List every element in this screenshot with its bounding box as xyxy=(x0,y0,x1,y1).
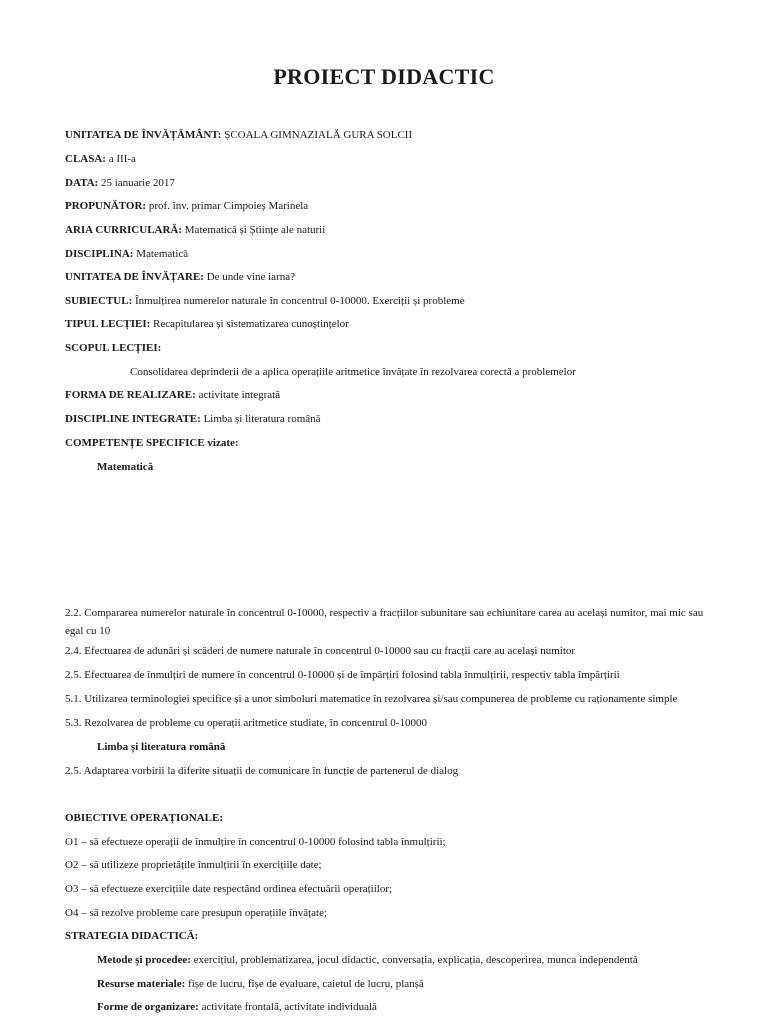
field-label: DISCIPLINE INTEGRATE: xyxy=(65,413,201,425)
field-value: fișe de lucru, fișe de evaluare, caietul de lucru, planșă xyxy=(188,978,424,990)
subheading-text: Limba și literatura română xyxy=(97,741,226,753)
obiectiv-item: O1 – să efectueze operații de înmulțire în concentrul 0-10000 folosind tabla înmulțirii; xyxy=(65,836,446,848)
document-title: PROIECT DIDACTIC xyxy=(273,64,495,89)
strategia-resurse xyxy=(97,977,424,991)
obiective-heading xyxy=(65,811,223,825)
field-scopul-lectiei xyxy=(65,341,161,355)
field-label: PROPUNĂTOR: xyxy=(65,200,147,212)
field-label: DATA: xyxy=(65,177,99,189)
strategia-metode xyxy=(97,953,638,967)
field-disciplina xyxy=(65,247,188,261)
strategia-forme xyxy=(97,1000,377,1014)
field-label: SCOPUL LECȚIEI: xyxy=(65,342,162,354)
field-value: activitate integrată xyxy=(198,389,281,401)
field-value: Matematică și Științe ale naturii xyxy=(184,224,326,236)
field-label: TIPUL LECȚIEI: xyxy=(65,318,151,330)
competenta-math-item: 5.1. Utilizarea terminologiei specifice și a unor simboluri matematice în rezolvarea și/sau compunerea de probleme cu raționamente simple xyxy=(65,693,678,705)
section-heading: OBIECTIVE OPERAȚIONALE: xyxy=(65,812,224,824)
field-value: activitate frontală, activitate individuală xyxy=(201,1001,377,1013)
field-label: CLASA: xyxy=(65,153,106,165)
subheading-text: Matematică xyxy=(97,461,154,473)
field-clasa xyxy=(65,152,136,166)
field-label: Resurse materiale: xyxy=(97,978,186,990)
obiectiv-item: O2 – să utilizeze proprietățile înmulțirii în exercițiile date; xyxy=(65,859,322,871)
math-subheading xyxy=(97,460,153,474)
field-propunator xyxy=(65,199,308,213)
competenta-math-item: 5.3. Rezolvarea de probleme cu operații aritmetice studiate, în concentrul 0-10000 xyxy=(65,717,427,729)
section-heading: COMPETENȚE SPECIFICE vizate: xyxy=(65,437,239,449)
obiectiv-item: O4 – să rezolve probleme care presupun operațiile învățate; xyxy=(65,907,328,919)
field-value: Matematică xyxy=(136,248,189,260)
field-label: Metode și procedee: xyxy=(97,954,191,966)
competenta-math-item: 2.2. Compararea numerelor naturale în concentrul 0-10000, respectiv a fracțiilor subunitare sau echiunitare carea au același numitor, mai mic sau egal cu 10 xyxy=(65,607,704,637)
field-tipul-lectiei xyxy=(65,317,349,331)
field-value: Recapitularea și sistematizarea cunoștințelor xyxy=(153,318,349,330)
field-label: UNITATEA DE ÎNVĂȚARE: xyxy=(65,271,204,283)
competenta-romana-item: 2.5. Adaptarea vorbirii la diferite situații de comunicare în funcție de partenerul de dialog xyxy=(65,765,459,777)
field-value: Înmulțirea numerelor naturale în concentrul 0-10000. Exerciții și probleme xyxy=(135,295,465,307)
competente-heading xyxy=(65,436,239,450)
field-value: ȘCOALA GIMNAZIALĂ GURA SOLCII xyxy=(224,129,413,141)
competenta-math-item: 2.4. Efectuarea de adunări și scăderi de numere naturale în concentrul 0-10000 sau cu fracții care au același numitor xyxy=(65,645,576,657)
field-label: UNITATEA DE ÎNVĂȚĂMÂNT: xyxy=(65,129,222,141)
field-value: a III-a xyxy=(108,153,136,165)
strategia-heading xyxy=(65,929,198,943)
field-value: exercițiul, problematizarea, jocul didactic, conversația, explicația, descoperirea, munca independentă xyxy=(193,954,638,966)
field-label: SUBIECTUL: xyxy=(65,295,133,307)
field-value: De unde vine iarna? xyxy=(206,271,295,283)
field-value: prof. înv. primar Cimpoieș Marinela xyxy=(148,200,309,212)
field-label: Forme de organizare: xyxy=(97,1001,199,1013)
competenta-math-item: 2.5. Efectuarea de înmulțiri de numere în concentrul 0-10000 și de împărțiri folosind tabla înmulțirii, respectiv tabla împărțirii xyxy=(65,669,620,681)
field-forma-realizare xyxy=(65,388,280,402)
field-discipline-integrate xyxy=(65,412,321,426)
field-data xyxy=(65,176,175,190)
section-heading: STRATEGIA DIDACTICĂ: xyxy=(65,930,199,942)
field-label: ARIA CURRICULARĂ: xyxy=(65,224,183,236)
field-unitatea-invatamant xyxy=(65,128,412,142)
field-label: DISCIPLINA: xyxy=(65,248,134,260)
field-aria-curriculara xyxy=(65,223,325,237)
field-unitatea-invatare xyxy=(65,270,295,284)
field-subiectul xyxy=(65,294,465,308)
romana-subheading xyxy=(97,740,225,754)
scope-text: Consolidarea deprinderii de a aplica operațiile aritmetice învățate în rezolvarea corectă a problemelor xyxy=(130,366,576,378)
field-value: 25 ianuarie 2017 xyxy=(100,177,175,189)
field-value: Limba și literatura română xyxy=(203,413,321,425)
field-label: FORMA DE REALIZARE: xyxy=(65,389,196,401)
obiectiv-item: O3 – să efectueze exercițiile date respectând ordinea efectuării operațiilor; xyxy=(65,883,393,895)
